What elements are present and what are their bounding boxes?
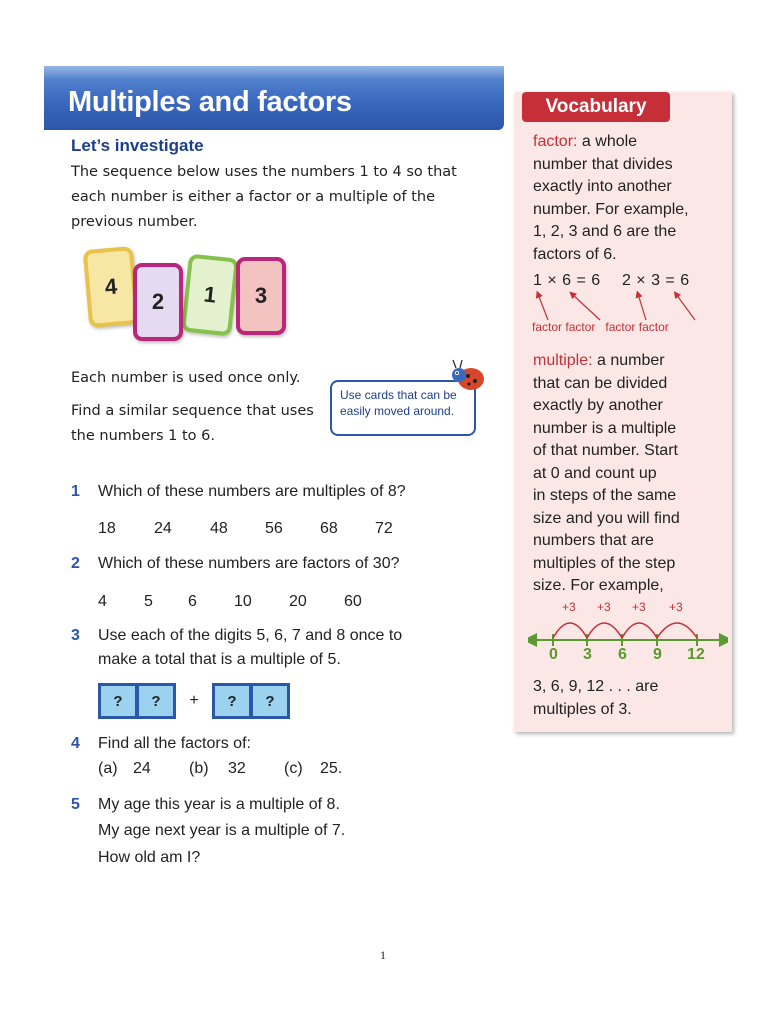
vocabulary-tab: Vocabulary	[522, 92, 670, 122]
find-similar-text: Find a similar sequence that uses the numbers 1 to 6.	[71, 403, 314, 444]
definition-text: size and you will find	[533, 509, 680, 527]
part-label: (a)	[98, 760, 118, 777]
jump-label: +3	[669, 600, 683, 614]
factor-label: factor	[532, 320, 563, 334]
definition-text: 1, 2, 3 and 6 are the	[533, 223, 677, 240]
question-text: Which of these numbers are multiples of 8?	[98, 483, 406, 500]
page-title: Multiples and factors	[68, 86, 352, 118]
option: 18	[98, 520, 116, 537]
multiple-term: multiple:	[533, 352, 593, 369]
factor-term: factor:	[533, 133, 578, 150]
factor-arrows	[530, 290, 730, 322]
definition-text: size. For example,	[533, 577, 664, 594]
option: 4	[98, 593, 107, 610]
plus-sign: +	[189, 692, 199, 709]
question-text: Find all the factors of:	[98, 735, 251, 752]
number-card: 4	[83, 246, 140, 328]
jump-label: +3	[597, 600, 611, 614]
line-number: 12	[687, 646, 705, 663]
factor-definition	[533, 131, 728, 266]
factor-label: factor	[565, 320, 596, 334]
definition-text: number that divides	[533, 155, 673, 173]
digit-box[interactable]: ?	[213, 684, 251, 718]
definition-text: number is a multiple	[533, 419, 677, 437]
definition-text: in steps of the same	[533, 487, 677, 504]
section-heading: Let’s investigate	[71, 136, 204, 155]
line-number: 0	[549, 646, 558, 663]
equation: 2 × 3 = 6	[621, 272, 690, 289]
option: 56	[265, 520, 283, 537]
line-number: 9	[653, 646, 662, 663]
question-text: How old am I?	[98, 849, 201, 866]
part-label: (b)	[189, 760, 209, 777]
jump-label: +3	[632, 600, 646, 614]
number-card: 1	[181, 254, 239, 337]
tip-box: Use cards that can be easily moved around.	[330, 380, 476, 436]
option: 68	[320, 520, 338, 537]
digit-box[interactable]: ?	[251, 684, 289, 718]
definition-text: a number	[592, 352, 665, 369]
question-number: 1	[71, 483, 80, 500]
equation: 1 × 6 = 6	[533, 272, 601, 289]
digit-box[interactable]: ?	[137, 684, 175, 718]
definition-text: numbers that are	[533, 532, 654, 549]
option: 5	[144, 593, 153, 610]
number-card: 2	[133, 263, 183, 341]
jump-label: +3	[562, 600, 576, 614]
digit-boxes	[98, 684, 290, 718]
jump-arcs	[553, 623, 697, 638]
factor-label: factor	[605, 320, 636, 334]
option: 72	[375, 520, 393, 537]
question-number: 3	[71, 627, 80, 644]
conclusion-text	[533, 676, 728, 721]
factor-equations	[533, 272, 689, 290]
factor-label: factor	[638, 320, 669, 334]
definition-text: at 0 and count up	[533, 464, 657, 482]
question-number: 2	[71, 555, 80, 572]
question-text: My age next year is a multiple of 7.	[98, 822, 346, 839]
part-value: 32	[228, 760, 246, 777]
page-number: 1	[380, 948, 386, 962]
number-card: 3	[236, 257, 286, 335]
question-text: My age this year is a multiple of 8.	[98, 796, 340, 813]
definition-text: that can be divided	[533, 374, 668, 392]
factor-labels	[532, 320, 669, 334]
definition-text: 3, 6, 9, 12 . . . are	[533, 678, 659, 695]
definition-text: multiples of 3.	[533, 700, 632, 718]
intro-text: The sequence below uses the numbers 1 to 4 so that each number is either a factor or a multiple of the previous number.	[71, 164, 457, 230]
definition-text: a whole	[577, 133, 638, 150]
option: 24	[154, 520, 172, 537]
option: 48	[210, 520, 228, 537]
part-value: 24	[133, 760, 151, 777]
number-pair	[98, 683, 176, 719]
multiple-definition	[533, 350, 728, 598]
question-number: 4	[71, 735, 80, 752]
definition-text: multiples of the step	[533, 554, 676, 572]
banner-sheen	[44, 66, 504, 80]
definition-text: exactly by another	[533, 397, 663, 414]
question-number: 5	[71, 796, 80, 813]
option: 10	[234, 593, 252, 610]
question-text: Use each of the digits 5, 6, 7 and 8 once to	[98, 627, 403, 644]
definition-text: of that number. Start	[533, 442, 678, 459]
option: 60	[344, 593, 362, 610]
part-label: (c)	[284, 760, 303, 777]
definition-text: number. For example,	[533, 200, 689, 218]
definition-text: exactly into another	[533, 178, 672, 195]
option: 6	[188, 593, 197, 610]
line-number: 3	[583, 646, 592, 663]
definition-text: factors of 6.	[533, 245, 617, 263]
line-number: 6	[618, 646, 627, 663]
option: 20	[289, 593, 307, 610]
ladybird-icon	[447, 355, 487, 395]
number-pair	[212, 683, 290, 719]
question-text: Which of these numbers are factors of 30?	[98, 555, 400, 572]
question-text: make a total that is a multiple of 5.	[98, 651, 341, 668]
digit-box[interactable]: ?	[99, 684, 137, 718]
used-once-text: Each number is used once only.	[71, 370, 301, 386]
part-value: 25.	[320, 760, 343, 777]
